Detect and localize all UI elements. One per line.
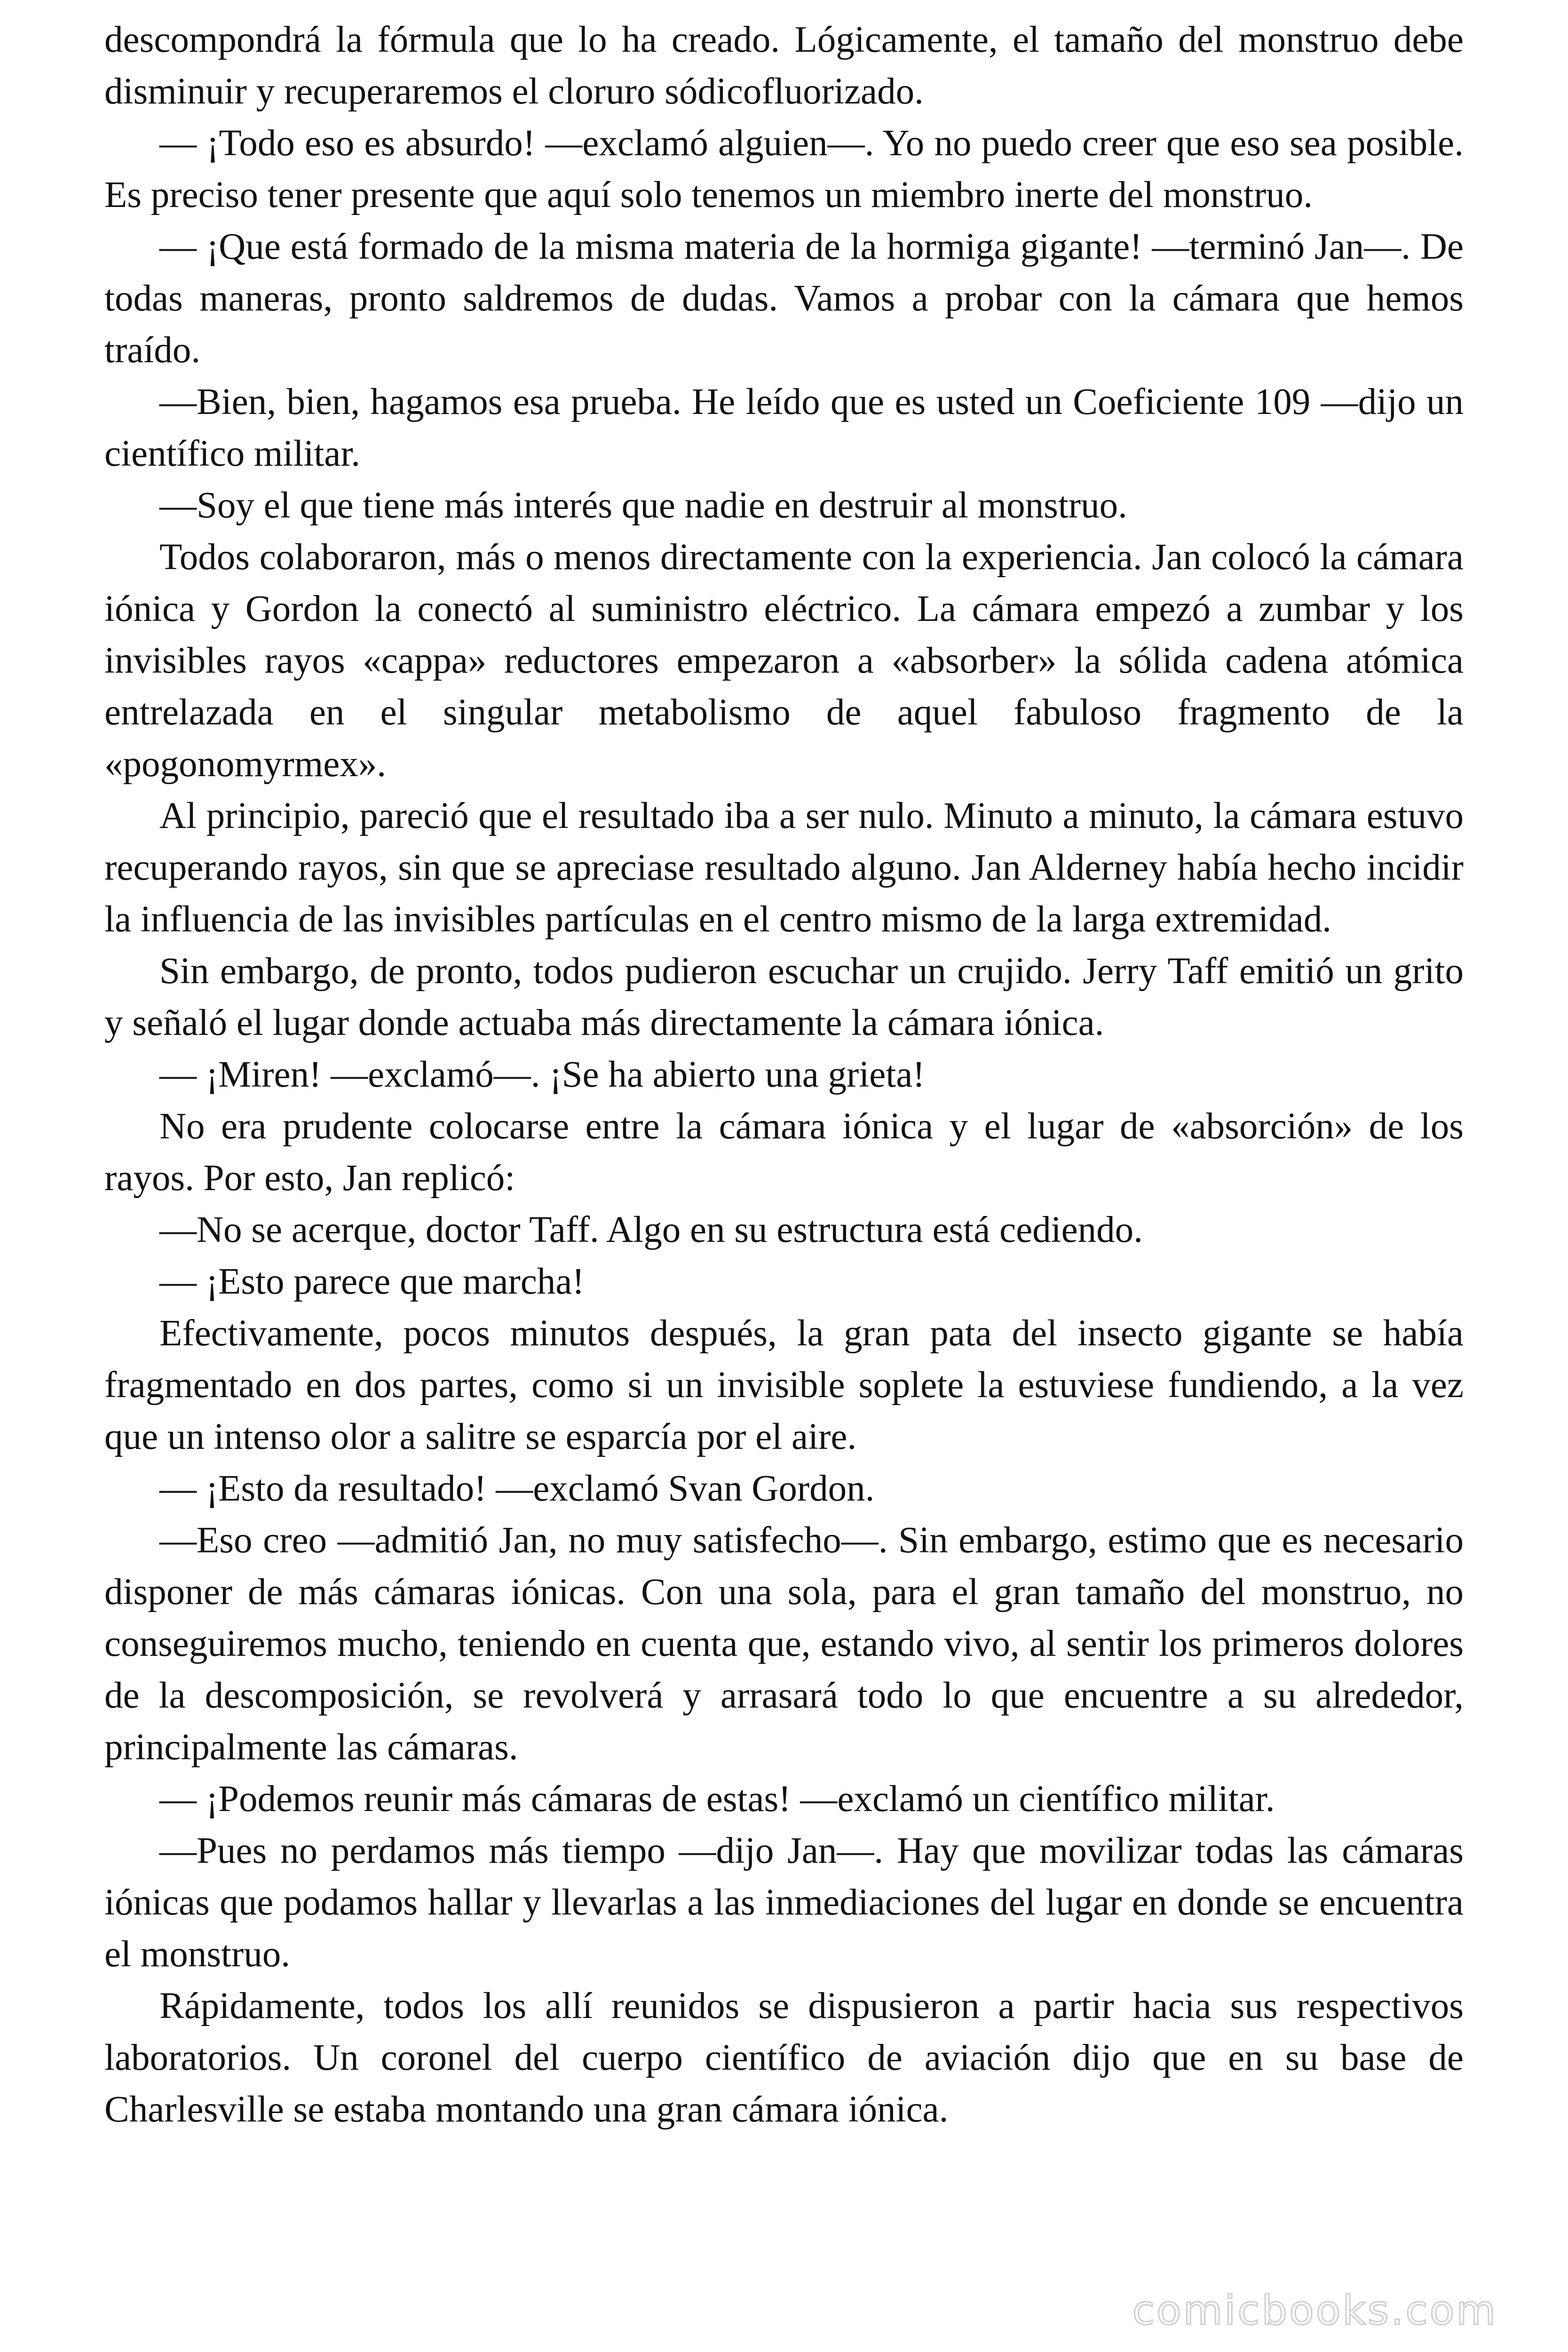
paragraph: Rápidamente, todos los allí reunidos se dispusieron a partir hacia sus respectivos laboratorios. Un coronel del cuerpo científico de aviación dijo que en su base de Charlesville se estaba montando una gran cámara iónica. xyxy=(104,1986,1464,2130)
paragraph: Efectivamente, pocos minutos después, la gran pata del insecto gigante se había fragmentado en dos partes, como si un invisible soplete la estuviese fundiendo, a la vez que un intenso olor a salitre se esparcía por el aire. xyxy=(104,1313,1464,1457)
paragraph: —No se acerque, doctor Taff. Algo en su estructura está cediendo. xyxy=(159,1209,1143,1250)
paragraph: — ¡Miren! —exclamó—. ¡Se ha abierto una grieta! xyxy=(159,1054,925,1095)
paragraph: No era prudente colocarse entre la cámara iónica y el lugar de «absorción» de los rayos. Por esto, Jan replicó: xyxy=(104,1106,1464,1199)
watermark: comicbooks.com xyxy=(1132,2287,1497,2334)
paragraph: — ¡Que está formado de la misma materia de la hormiga gigante! —terminó Jan—. De todas maneras, pronto saldremos de dudas. Vamos a probar con la cámara que hemos traído. xyxy=(104,226,1464,371)
paragraph: — ¡Esto parece que marcha! xyxy=(159,1261,585,1302)
paragraph: Al principio, pareció que el resultado iba a ser nulo. Minuto a minuto, la cámara estuvo recuperando rayos, sin que se apreciase resultado alguno. Jan Alderney había hecho incidir la influencia de las invisibles partículas en el centro mismo de la larga extremidad. xyxy=(104,795,1464,940)
paragraph-continuation: descompondrá la fórmula que lo ha creado. Lógicamente, el tamaño del monstruo debe disminuir y recuperaremos el cloruro sódicofluorizado. xyxy=(104,19,1464,112)
paragraph: —Eso creo —admitió Jan, no muy satisfecho—. Sin embargo, estimo que es necesario disponer de más cámaras iónicas. Con una sola, para el gran tamaño del monstruo, no conseguiremos mucho, teniendo en cuenta que, estando vivo, al sentir los primeros dolores de la descomposición, se revolverá y arrasará todo lo que encuentre a su alrededor, principalmente las cámaras. xyxy=(104,1520,1464,1768)
paragraph: — ¡Esto da resultado! —exclamó Svan Gordon. xyxy=(159,1468,875,1509)
paragraph: — ¡Podemos reunir más cámaras de estas! —exclamó un científico militar. xyxy=(159,1779,1275,1820)
paragraph: —Pues no perdamos más tiempo —dijo Jan—. Hay que movilizar todas las cámaras iónicas que podamos hallar y llevarlas a las inmediaciones del lugar en donde se encuentra el monstruo. xyxy=(104,1830,1464,1975)
book-page-text xyxy=(104,14,1464,2136)
paragraph: Todos colaboraron, más o menos directamente con la experiencia. Jan colocó la cámara iónica y Gordon la conectó al suministro eléctrico. La cámara empezó a zumbar y los invisibles rayos «cappa» reductores empezaron a «absorber» la sólida cadena atómica entrelazada en el singular metabolismo de aquel fabuloso fragmento de la «pogonomyrmex». xyxy=(104,537,1464,785)
paragraph: Sin embargo, de pronto, todos pudieron escuchar un crujido. Jerry Taff emitió un grito y señaló el lugar donde actuaba más directamente la cámara iónica. xyxy=(104,951,1464,1043)
paragraph: —Soy el que tiene más interés que nadie en destruir al monstruo. xyxy=(159,485,1127,526)
paragraph: —Bien, bien, hagamos esa prueba. He leído que es usted un Coeficiente 109 —dijo un científico militar. xyxy=(104,381,1464,474)
paragraph: — ¡Todo eso es absurdo! —exclamó alguien—. Yo no puedo creer que eso sea posible. Es preciso tener presente que aquí solo tenemos un miembro inerte del monstruo. xyxy=(104,123,1464,215)
